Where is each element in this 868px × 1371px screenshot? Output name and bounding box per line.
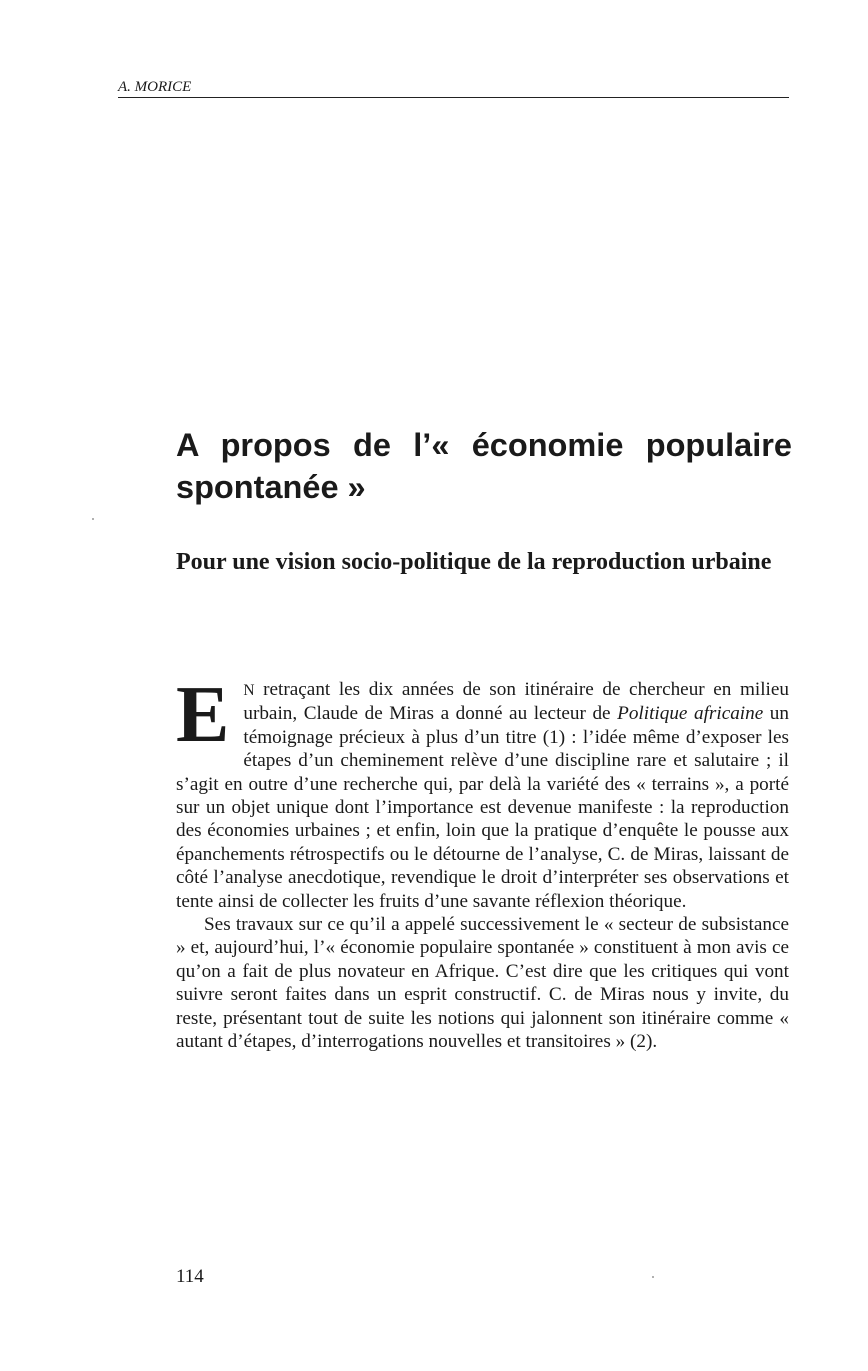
article-body (176, 671, 789, 1054)
page-number: 114 (176, 1266, 204, 1287)
paragraph-1-text-a: retraçant les dix années de son itinéraire de chercheur en milieu urbain, Claude de Miras a donné au lecteur de (243, 679, 789, 725)
paragraph-1-text-b: un témoignage précieux à plus d’un titre (1) : l’idée même d’exposer les étapes d’un cheminement relève d’une discipline rare et salutaire ; il s’agit en outre d’une recherche qui, par delà la variété des « terrains », a porté sur un objet unique dont l’importance est devenue manifeste : la reproduction des économies urbaines ; et enfin, loin que la pratique d’enquête le pousse aux épanchements rétrospectifs ou le détourne de l’analyse, C. de Miras, laissant de côté l’analyse anecdotique, revendique le droit d’interpréter ses observations et tente ainsi de collecter les fruits d’une savante réflexion théorique. (176, 703, 789, 912)
scan-speck (652, 1276, 654, 1278)
article-title: A propos de l’« économie populaire spontanée » (176, 427, 792, 505)
scan-speck (92, 518, 94, 520)
lead-in: N (243, 682, 255, 699)
paragraph-2: Ses travaux sur ce qu’il a appelé successivement le « secteur de subsistance » et, aujourd’hui, l’« économie populaire spontanée » constituent à mon avis ce qu’on a fait de plus novateur en Afrique. C’est dire que les critiques qui vont suivre seront faites dans un esprit constructif. C. de Miras nous y invite, du reste, présentant tout de suite les notions qui jalonnent son itinéraire comme « autant d’étapes, d’interrogations nouvelles et transitoires » (2). (176, 914, 789, 1053)
paragraph-1 (176, 671, 789, 913)
journal-title: Politique africaine (617, 703, 764, 725)
running-head: A. MORICE (118, 78, 789, 98)
article-subtitle: Pour une vision socio-politique de la reproduction urbaine (176, 549, 772, 575)
drop-cap: E (176, 671, 230, 759)
